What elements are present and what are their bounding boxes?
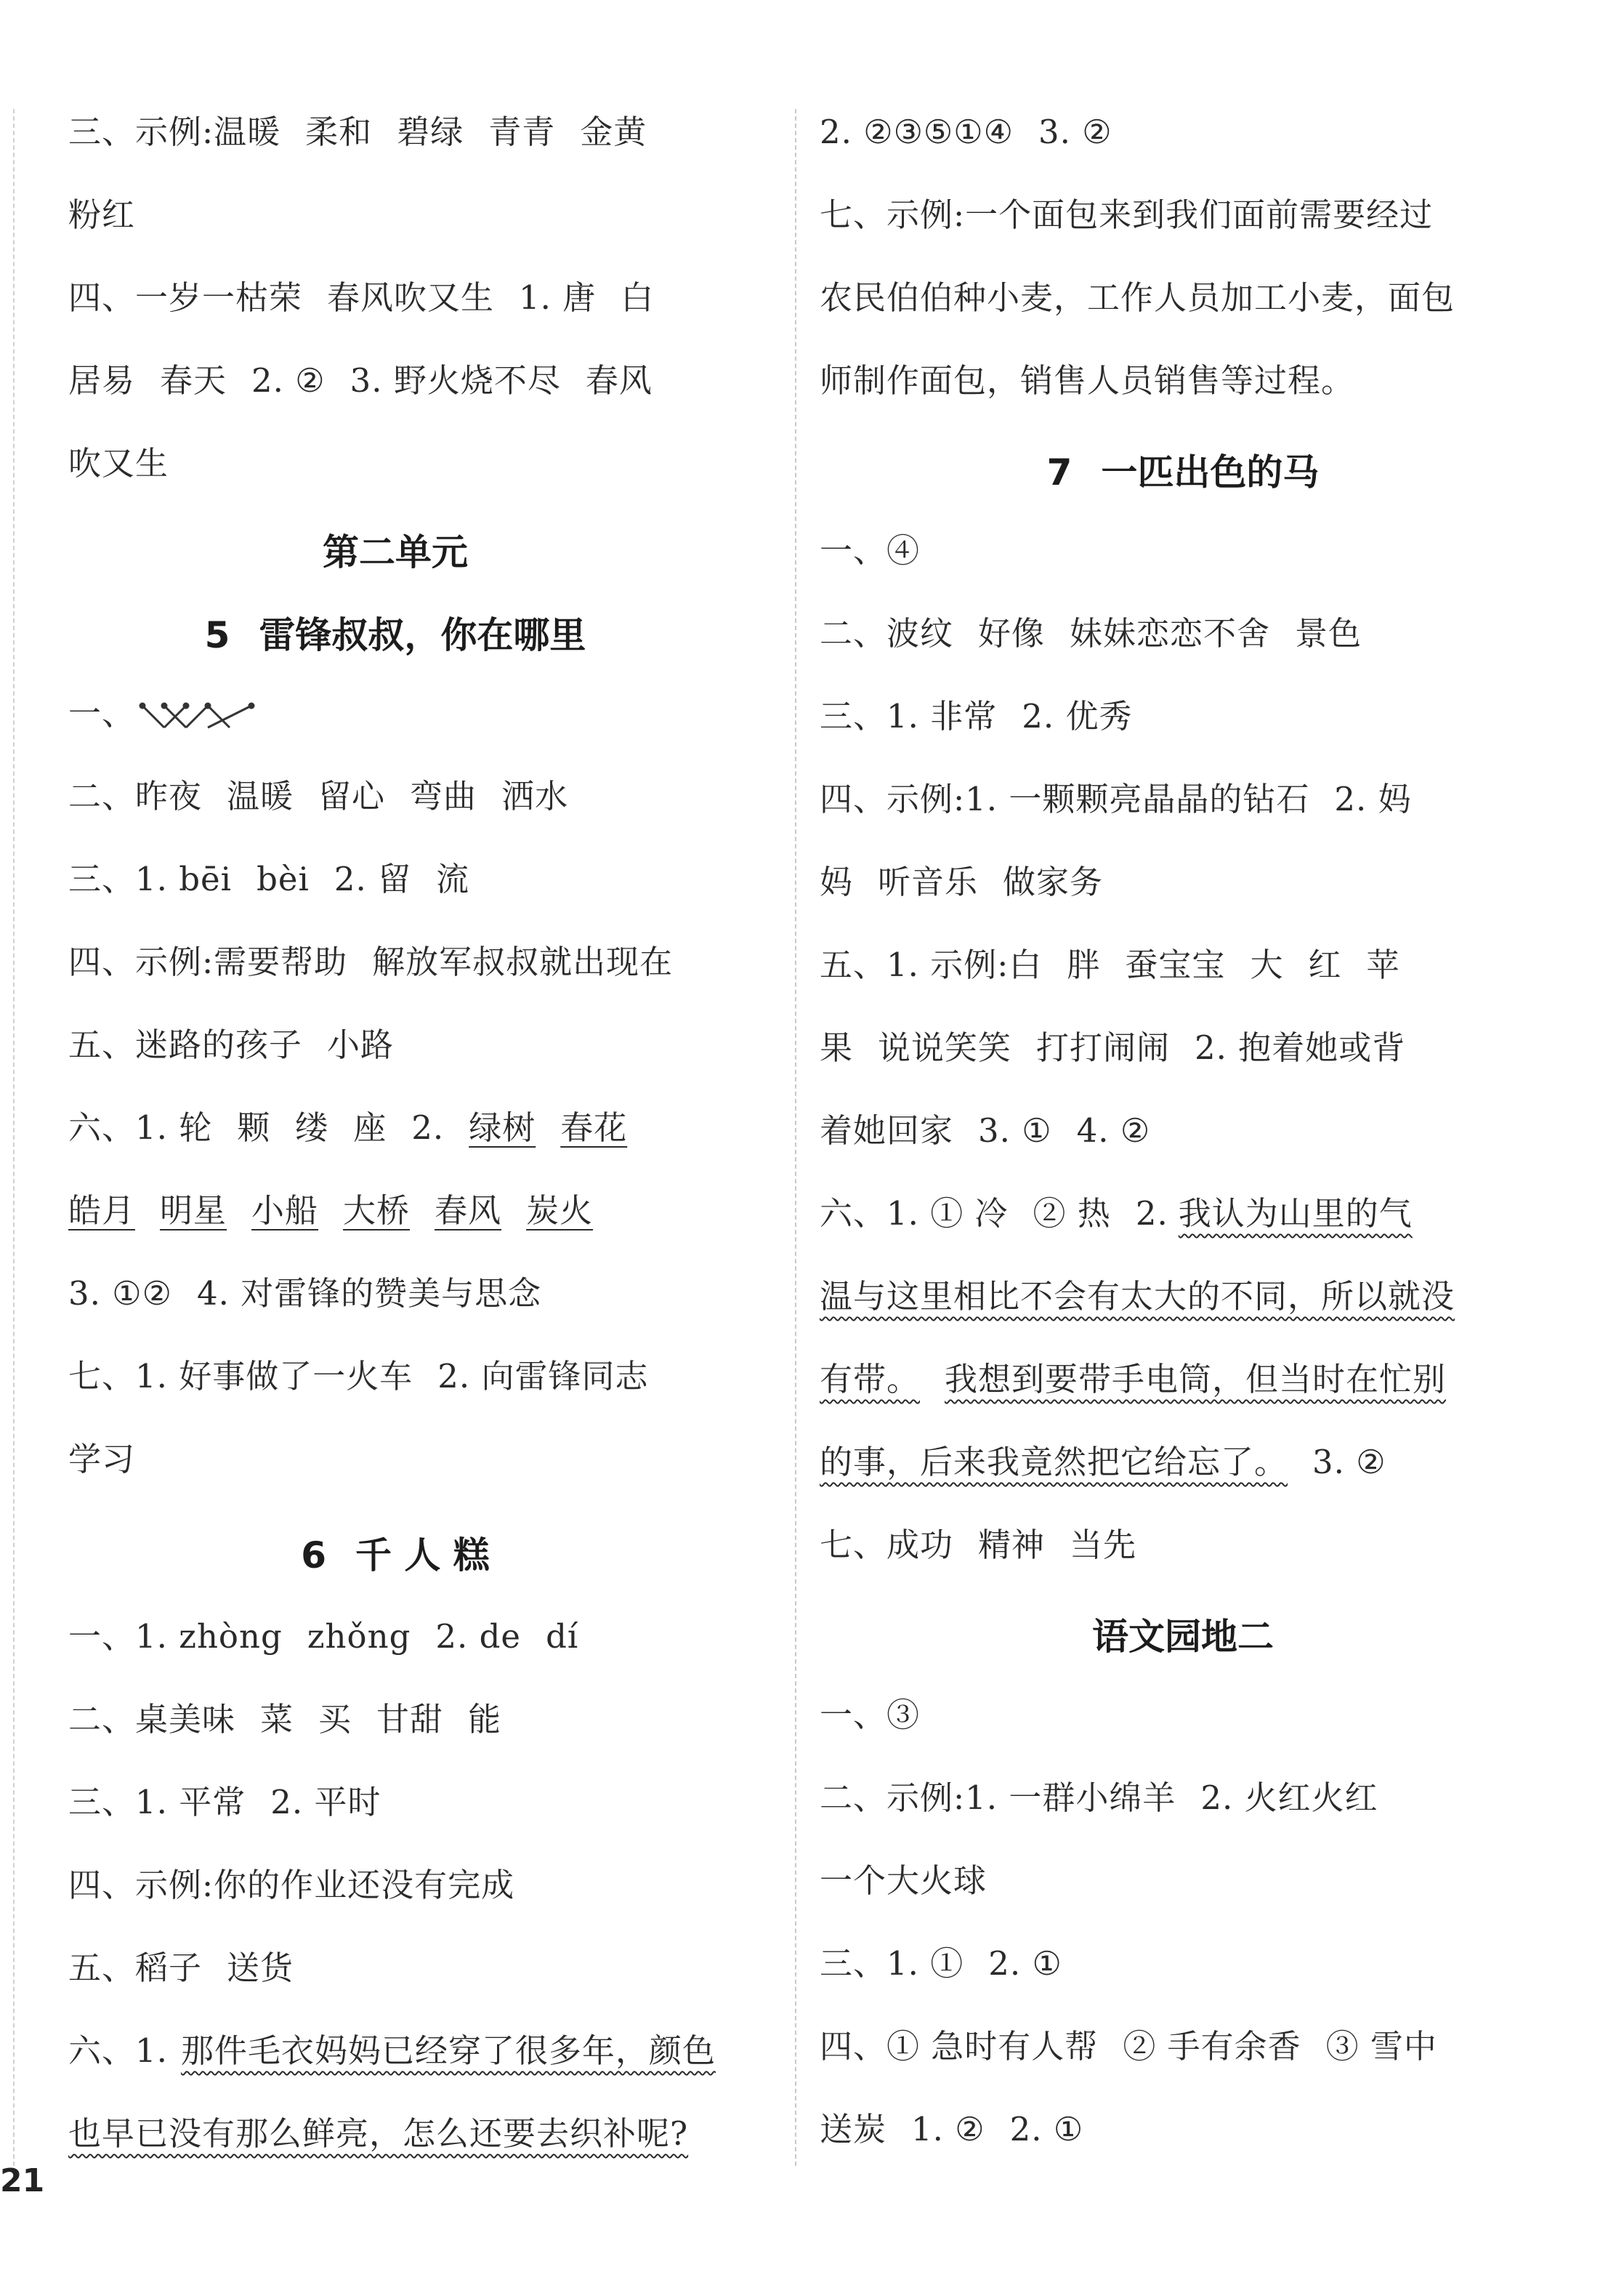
answer-text: 胖 xyxy=(1067,946,1101,984)
answer-text: ② 手有余香 xyxy=(1123,2027,1301,2066)
answer-line xyxy=(68,359,653,403)
answer-text: 流 xyxy=(436,860,470,898)
answer-text: 六、1. xyxy=(68,2031,168,2070)
underlined-word: 绿树 xyxy=(469,1108,536,1147)
answer-text: 小路 xyxy=(327,1026,395,1064)
answer-text: 七、成功 xyxy=(820,1526,954,1564)
answer-text: 一、1. zhòng xyxy=(68,1617,283,1656)
wavy-underlined-text: 我想到要带手电筒，但当时在忙别 xyxy=(945,1360,1447,1398)
answer-text: 柔和 xyxy=(305,113,373,151)
answer-text: 甘甜 xyxy=(376,1700,444,1739)
answer-line xyxy=(820,276,1455,320)
answer-text: 好像 xyxy=(978,614,1046,653)
answer-text: 2. 抱着她或背 xyxy=(1195,1028,1406,1067)
answer-line xyxy=(820,695,1133,738)
answer-line xyxy=(820,1192,1413,1236)
answer-text: 吹又生 xyxy=(68,444,169,483)
answer-line xyxy=(68,1023,394,1067)
unit-title xyxy=(68,529,722,576)
lesson-title-text: 千 人 糕 xyxy=(355,1534,490,1576)
answer-text: 2. xyxy=(411,1108,445,1147)
answer-line xyxy=(820,1942,1062,1986)
answer-line xyxy=(820,861,1103,904)
answer-text: 一个大火球 xyxy=(820,1861,987,1900)
answer-text: 着她回家 xyxy=(820,1111,954,1150)
answer-text: 春风吹又生 xyxy=(327,278,495,317)
underlined-word: 皓月 xyxy=(68,1191,136,1230)
answer-text: 2. de xyxy=(435,1617,522,1656)
answer-text: ② 热 xyxy=(1033,1194,1111,1233)
answer-line xyxy=(820,612,1362,656)
answer-text: 做家务 xyxy=(1003,863,1104,901)
answer-text: 当先 xyxy=(1070,1526,1137,1564)
answer-text: 菜 xyxy=(260,1700,294,1739)
lesson-number: 7 xyxy=(1046,451,1072,494)
answer-text: 金黄 xyxy=(580,113,647,151)
answer-line xyxy=(68,692,259,736)
answer-line xyxy=(820,1358,1446,1401)
answer-text: 3. 野火烧不尽 xyxy=(350,361,561,400)
answer-text: 3. ② xyxy=(1038,113,1112,151)
answer-line xyxy=(68,858,469,901)
answer-line xyxy=(68,1272,541,1316)
answer-line xyxy=(820,359,1354,403)
answer-line xyxy=(68,1106,627,1150)
answer-text: 一、 xyxy=(68,694,136,733)
answer-text: 2. 向雷锋同志 xyxy=(437,1357,649,1395)
lesson-title xyxy=(68,1532,722,1579)
answer-line xyxy=(820,1693,920,1737)
answer-text: 解放军叔叔就出现在 xyxy=(372,943,674,981)
answer-text: 温暖 xyxy=(227,777,294,815)
answer-text: 景色 xyxy=(1295,614,1362,653)
answer-text: 二、示例:1. 一群小绵羊 xyxy=(820,1779,1176,1817)
answer-line xyxy=(820,943,1399,987)
answer-text: 颗 xyxy=(237,1108,271,1147)
answer-text: 师制作面包，销售人员销售等过程。 xyxy=(820,361,1355,400)
answer-text: 打打闹闹 xyxy=(1036,1028,1171,1067)
answer-text: 4. ② xyxy=(1076,1111,1151,1150)
lesson-number: 5 xyxy=(204,614,230,656)
answer-text: 4. 对雷锋的赞美与思念 xyxy=(196,1274,542,1313)
answer-text: 缕 xyxy=(295,1108,329,1147)
answer-line xyxy=(820,2108,1083,2151)
answer-line xyxy=(68,940,673,984)
answer-text: 3. ①② xyxy=(68,1274,172,1313)
answer-text: 四、示例:你的作业还没有完成 xyxy=(68,1866,515,1904)
answer-text: 精神 xyxy=(978,1526,1046,1564)
answer-text: 红 xyxy=(1308,946,1342,984)
answer-line xyxy=(820,2025,1437,2068)
answer-line xyxy=(820,1776,1378,1820)
answer-text: 能 xyxy=(468,1700,502,1739)
answer-text: 蚕宝宝 xyxy=(1125,946,1226,984)
answer-text: 三、1. bēi xyxy=(68,860,233,898)
wavy-underlined-text: 也早已没有那么鲜亮，怎么还要去织补呢? xyxy=(68,2114,689,2153)
answer-text: 春风 xyxy=(585,361,653,400)
answer-text: 洒水 xyxy=(501,777,569,815)
answer-text: 3. ② xyxy=(1312,1443,1386,1481)
answer-line xyxy=(68,1864,514,1907)
answer-text: 春天 xyxy=(160,361,227,400)
answer-line xyxy=(68,775,568,818)
answer-line xyxy=(68,1946,294,1990)
answer-text: 七、1. 好事做了一火车 xyxy=(68,1357,413,1395)
answer-line xyxy=(68,1438,135,1481)
page-number: 21 xyxy=(0,2162,45,2199)
answer-line xyxy=(68,193,135,237)
answer-line xyxy=(820,110,1112,154)
answer-text: 1. ② xyxy=(911,2110,985,2148)
answer-text: bèi xyxy=(256,860,310,898)
margin-rule xyxy=(13,109,15,2166)
answer-text: 四、一岁一枯荣 xyxy=(68,278,303,317)
answer-line xyxy=(68,276,654,320)
answer-text: 一、③ xyxy=(820,1696,921,1734)
answer-text: 粉红 xyxy=(68,196,136,234)
answer-text: 四、示例:需要帮助 xyxy=(68,943,348,981)
answer-text: dí xyxy=(546,1617,579,1656)
answer-text: 六、1. ① 冷 xyxy=(820,1194,1009,1233)
answer-line xyxy=(68,442,169,486)
answer-text: 四、示例:1. 一颗颗亮晶晶的钻石 xyxy=(820,780,1310,818)
answer-text: 二、桌美味 xyxy=(68,1700,236,1739)
answer-text: 学习 xyxy=(68,1440,136,1478)
answer-line xyxy=(820,1275,1455,1318)
answer-line xyxy=(820,529,920,573)
answer-line xyxy=(68,1615,578,1659)
answer-text: 三、1. 非常 xyxy=(820,697,998,736)
answer-text: ③ 雪中 xyxy=(1325,2027,1437,2066)
section-title xyxy=(820,1614,1546,1660)
answer-text: 1. 唐 xyxy=(519,278,597,317)
underlined-word: 大桥 xyxy=(343,1191,411,1230)
answer-line xyxy=(820,1441,1386,1484)
answer-line xyxy=(820,193,1433,237)
matching-lines-icon xyxy=(135,698,259,735)
answer-text: 送货 xyxy=(227,1949,294,1987)
answer-text: 说说笑笑 xyxy=(878,1028,1012,1067)
answer-text: 2. ② xyxy=(251,361,326,400)
answer-text: 四、① 急时有人帮 xyxy=(820,2027,1099,2066)
answer-line xyxy=(68,1698,501,1741)
answer-text: 送炭 xyxy=(820,2110,887,2148)
underlined-word: 炭火 xyxy=(526,1191,594,1230)
answer-text: 二、昨夜 xyxy=(68,777,203,815)
answer-text: 2. ① xyxy=(1009,2110,1084,2148)
wavy-underlined-text: 温与这里相比不会有太大的不同，所以就没 xyxy=(820,1277,1455,1316)
answer-text: 一、④ xyxy=(820,531,921,570)
wavy-underlined-text: 我认为山里的气 xyxy=(1178,1194,1413,1233)
lesson-title xyxy=(820,449,1546,496)
answer-text: 妈 xyxy=(820,863,854,901)
unit-title-text: 第二单元 xyxy=(323,531,468,573)
underlined-word: 春花 xyxy=(560,1108,628,1147)
answer-line xyxy=(820,1109,1150,1153)
underlined-word: 小船 xyxy=(251,1191,319,1230)
answer-text: 2. 留 xyxy=(334,860,412,898)
answer-line xyxy=(68,1189,593,1233)
underlined-word: 明星 xyxy=(160,1191,227,1230)
answer-text: 2. 火红火红 xyxy=(1200,1779,1378,1817)
answer-line xyxy=(820,1026,1405,1070)
lesson-title-text: 雷锋叔叔，你在哪里 xyxy=(259,614,586,656)
lesson-title-text: 一匹出色的马 xyxy=(1101,451,1320,494)
answer-text: 2. 妈 xyxy=(1334,780,1412,818)
answer-text: 买 xyxy=(318,1700,352,1739)
answer-text: 三、1. ① xyxy=(820,1944,964,1983)
answer-text: 2. ① xyxy=(988,1944,1062,1983)
answer-line xyxy=(820,1859,987,1903)
answer-text: 苹 xyxy=(1366,946,1400,984)
answer-text: 座 xyxy=(353,1108,387,1147)
answer-text: 五、迷路的孩子 xyxy=(68,1026,303,1064)
answer-text: 三、1. 平常 xyxy=(68,1783,246,1821)
answer-text: zhǒng xyxy=(307,1617,411,1656)
answer-text: 3. ① xyxy=(978,1111,1052,1150)
lesson-title xyxy=(68,612,722,658)
wavy-underlined-text: 有带。 xyxy=(820,1360,921,1398)
answer-text: 妹妹恋恋不舍 xyxy=(1070,614,1271,653)
answer-line xyxy=(68,110,647,154)
lesson-number: 6 xyxy=(301,1534,326,1576)
underlined-word: 春风 xyxy=(435,1191,502,1230)
wavy-underlined-text: 的事，后来我竟然把它给忘了。 xyxy=(820,1443,1288,1481)
answer-line xyxy=(68,1781,381,1824)
answer-line xyxy=(820,778,1412,821)
answer-text: 大 xyxy=(1250,946,1284,984)
answer-text: 2. ②③⑤①④ xyxy=(820,113,1014,151)
answer-text: 2. xyxy=(1135,1194,1168,1233)
wavy-underlined-text: 那件毛衣妈妈已经穿了很多年，颜色 xyxy=(180,2031,716,2070)
answer-text: 2. 平时 xyxy=(270,1783,381,1821)
answer-text: 果 xyxy=(820,1028,854,1067)
answer-text: 听音乐 xyxy=(878,863,979,901)
answer-text: 碧绿 xyxy=(397,113,464,151)
section-title-text: 语文园地二 xyxy=(1092,1616,1274,1658)
answer-text: 居易 xyxy=(68,361,136,400)
column-divider xyxy=(795,109,796,2166)
answer-line xyxy=(68,1355,649,1398)
answer-text: 五、1. 示例:白 xyxy=(820,946,1043,984)
answer-line xyxy=(68,2112,688,2156)
answer-text: 青青 xyxy=(488,113,556,151)
answer-text: 五、稻子 xyxy=(68,1949,203,1987)
answer-text: 二、波纹 xyxy=(820,614,954,653)
answer-text: 六、1. 轮 xyxy=(68,1108,213,1147)
answer-line xyxy=(68,2029,716,2073)
answer-line xyxy=(820,1523,1136,1567)
answer-text: 农民伯伯种小麦，工作人员加工小麦，面包 xyxy=(820,278,1455,317)
answer-text: 白 xyxy=(621,278,655,317)
answer-text: 2. 优秀 xyxy=(1022,697,1133,736)
answer-text: 弯曲 xyxy=(410,777,477,815)
answer-text: 留心 xyxy=(318,777,386,815)
answer-text: 七、示例:一个面包来到我们面前需要经过 xyxy=(820,196,1434,234)
answer-text: 三、示例:温暖 xyxy=(68,113,281,151)
